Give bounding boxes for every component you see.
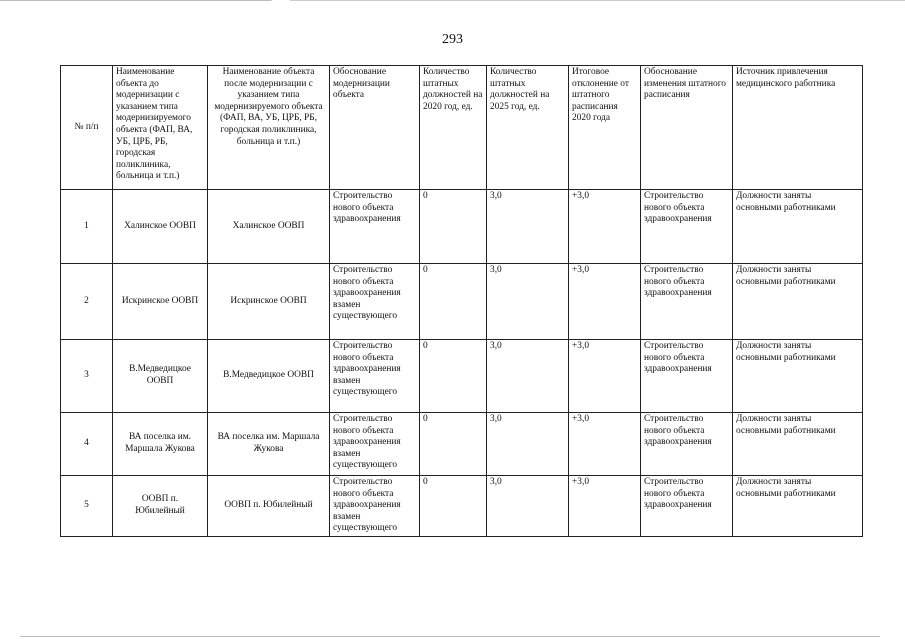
cell-before: Искринское ООВП <box>113 264 208 340</box>
cell-deviation: +3,0 <box>569 340 641 413</box>
page-number: 293 <box>442 32 463 47</box>
cell-num: 5 <box>61 476 113 537</box>
cell-deviation: +3,0 <box>569 476 641 537</box>
cell-num: 1 <box>61 190 113 264</box>
cell-reason: Строительство нового объекта здравоохранения <box>330 190 420 264</box>
cell-num: 4 <box>61 413 113 476</box>
header-num: № п/п <box>61 66 113 190</box>
cell-staff-2020: 0 <box>420 340 487 413</box>
cell-after: Халинское ООВП <box>208 190 330 264</box>
cell-staff-2025: 3,0 <box>487 476 569 537</box>
header-source: Источник привлечения медицинского работника <box>733 66 863 190</box>
header-after: Наименование объекта после модернизации с указанием типа модернизируемого объекта (ФАП, ВА, УБ, ЦРБ, РБ, городская поликлиника, больница и т.п.) <box>208 66 330 190</box>
cell-change-reason: Строительство нового объекта здравоохранения <box>641 190 733 264</box>
cell-before: ВА поселка им. Маршала Жукова <box>113 413 208 476</box>
cell-staff-2020: 0 <box>420 476 487 537</box>
cell-staff-2025: 3,0 <box>487 413 569 476</box>
cell-change-reason: Строительство нового объекта здравоохранения <box>641 476 733 537</box>
header-reason: Обоснование модернизации объекта <box>330 66 420 190</box>
table-row <box>61 476 863 537</box>
cell-after: ООВП п. Юбилейный <box>208 476 330 537</box>
header-change-reason: Обоснование изменения штатного расписания <box>641 66 733 190</box>
cell-staff-2020: 0 <box>420 413 487 476</box>
cell-after: В.Медведицкое ООВП <box>208 340 330 413</box>
table-row <box>61 340 863 413</box>
modernization-table <box>60 65 863 537</box>
cell-change-reason: Строительство нового объекта здравоохранения <box>641 413 733 476</box>
cell-deviation: +3,0 <box>569 413 641 476</box>
cell-source: Должности заняты основными работниками <box>733 264 863 340</box>
cell-before: ООВП п. Юбилейный <box>113 476 208 537</box>
cell-reason: Строительство нового объекта здравоохранения взамен существующего <box>330 340 420 413</box>
cell-num: 2 <box>61 264 113 340</box>
cell-before: В.Медведицкое ООВП <box>113 340 208 413</box>
cell-num: 3 <box>61 340 113 413</box>
header-deviation: Итоговое отклонение от штатного расписания 2020 года <box>569 66 641 190</box>
cell-deviation: +3,0 <box>569 264 641 340</box>
cell-deviation: +3,0 <box>569 190 641 264</box>
header-staff-2020: Количество штатных должностей на 2020 год, ед. <box>420 66 487 190</box>
cell-staff-2025: 3,0 <box>487 190 569 264</box>
cell-after: Искринское ООВП <box>208 264 330 340</box>
cell-staff-2020: 0 <box>420 190 487 264</box>
cell-staff-2025: 3,0 <box>487 340 569 413</box>
header-staff-2025: Количество штатных должностей на 2025 год, ед. <box>487 66 569 190</box>
header-before: Наименование объекта до модернизации с указанием типа модернизируемого объекта (ФАП, ВА, УБ, ЦРБ, РБ, городская поликлиника, больница и т.п.) <box>113 66 208 190</box>
cell-source: Должности заняты основными работниками <box>733 340 863 413</box>
cell-change-reason: Строительство нового объекта здравоохранения <box>641 340 733 413</box>
scan-edge-top <box>0 0 905 1</box>
cell-staff-2025: 3,0 <box>487 264 569 340</box>
table-row <box>61 413 863 476</box>
cell-source: Должности заняты основными работниками <box>733 476 863 537</box>
cell-staff-2020: 0 <box>420 264 487 340</box>
cell-reason: Строительство нового объекта здравоохранения взамен существующего <box>330 476 420 537</box>
cell-reason: Строительство нового объекта здравоохранения взамен существующего <box>330 413 420 476</box>
cell-source: Должности заняты основными работниками <box>733 190 863 264</box>
cell-reason: Строительство нового объекта здравоохранения взамен существующего <box>330 264 420 340</box>
table-row <box>61 190 863 264</box>
cell-change-reason: Строительство нового объекта здравоохранения <box>641 264 733 340</box>
cell-after: ВА поселка им. Маршала Жукова <box>208 413 330 476</box>
cell-before: Халинское ООВП <box>113 190 208 264</box>
table-header-row <box>61 66 863 190</box>
table-row <box>61 264 863 340</box>
scan-edge-bottom <box>20 636 880 637</box>
cell-source: Должности заняты основными работниками <box>733 413 863 476</box>
